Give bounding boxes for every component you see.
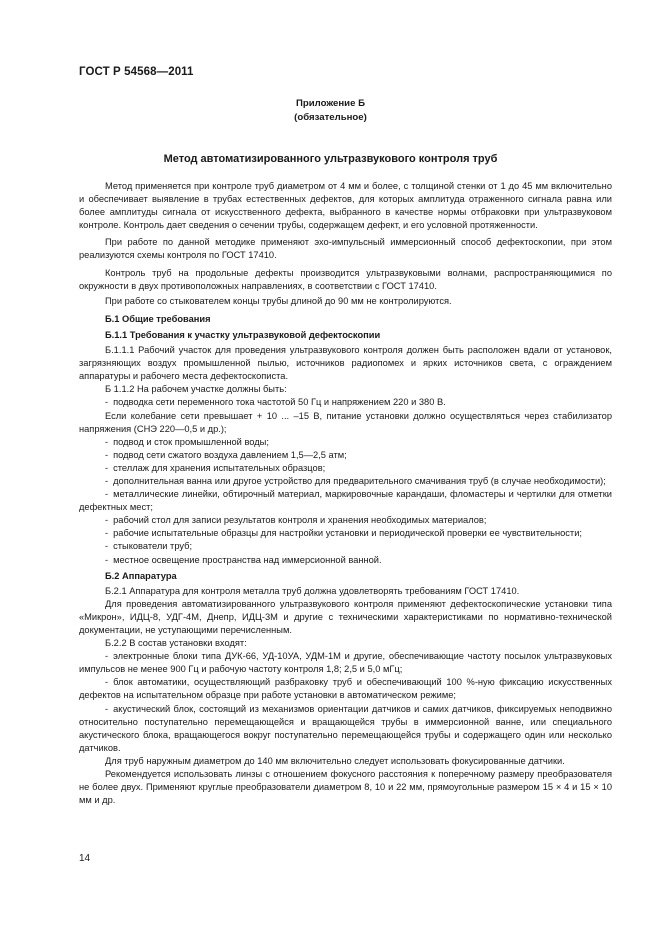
page-number: 14 xyxy=(79,853,91,864)
list-item-text: акустический блок, состоящий из механизмов ориентации датчиков и самих датчиков, фиксируемых неподвижно относительно поступательно перемещающейся и вращающейся трубы в иммерсионной ванне, или специального акустического блока, вращающегося вокруг поступательно перемещающейся трубы и содержащего один или несколько датчиков. xyxy=(79,703,612,753)
list-marker: - xyxy=(105,489,109,500)
list-marker: - xyxy=(105,397,109,408)
appendix-title: Приложение Б xyxy=(296,98,365,109)
section-heading-b1: Б.1 Общие требования xyxy=(105,313,211,324)
paragraph: При работе по данной методике применяют эхо-импульсный иммерсионный способ дефектоскопии, при этом реализуются схемы контроля по ГОСТ 17410. xyxy=(79,237,612,261)
list-marker: - xyxy=(105,677,109,688)
list-item xyxy=(79,514,612,527)
list-marker: - xyxy=(105,436,109,447)
list-item xyxy=(79,462,612,475)
paragraph: Если колебание сети превышает + 10 ... –15 В, питание установки должно осуществляться через стабилизатор напряжения (СНЭ 220—0,5 и др.); xyxy=(79,410,612,434)
list-item-text: подвод и сток промышленной воды; xyxy=(113,436,269,447)
document-title: Метод автоматизированного ультразвукового контроля труб xyxy=(163,153,498,165)
list-equipment xyxy=(79,650,612,755)
list-item xyxy=(79,475,612,488)
paragraph: Для проведения автоматизированного ультразвукового контроля применяют дефектоскопические установки типа «Микрон», ИДЦ-8, УДГ-4М, Днепр, ИДЦ-3М и другие с техническими характеристиками по нормативно-технической документации, не уступающими перечисленным. xyxy=(79,598,612,635)
list-requirements-1a xyxy=(79,396,612,409)
list-item xyxy=(79,554,612,567)
list-marker: - xyxy=(105,651,109,662)
appendix-status: (обязательное) xyxy=(294,112,367,123)
paragraph: Б.2.1 Аппаратура для контроля металла труб должна удовлетворять требованиям ГОСТ 17410. xyxy=(105,585,520,596)
list-item xyxy=(79,488,612,514)
list-item xyxy=(79,540,612,553)
list-marker: - xyxy=(105,475,109,486)
list-item-text: рабочие испытательные образцы для настройки установки и периодической проверки ее чувствительности; xyxy=(113,528,582,539)
paragraph: Б.1.1.1 Рабочий участок для проведения ультразвукового контроля должен быть расположен вдали от установок, загрязняющих воздух промышленной пылью, источников радиопомех и ярких источников света, с ограждением аппаратуры и рабочего места дефектоскописта. xyxy=(79,345,612,382)
list-item-text: дополнительная ванна или другое устройство для предварительного смачивания труб (в случае необходимости); xyxy=(113,475,606,486)
paragraph: Б.2.2 В состав установки входят: xyxy=(105,638,247,649)
list-marker: - xyxy=(105,541,109,552)
list-item-text: местное освещение пространства над иммерсионной ванной. xyxy=(113,554,382,565)
list-item-text: подвод сети сжатого воздуха давлением 1,5—2,5 атм; xyxy=(113,449,347,460)
section-heading-b2: Б.2 Аппаратура xyxy=(105,570,177,581)
list-item xyxy=(79,449,612,462)
list-item xyxy=(79,527,612,540)
list-item-text: блок автоматики, осуществляющий разбраковку труб и обеспечивающий 100 %-ную фиксацию искусственных дефектов на испытательном образце при работе установки в автоматическом режиме; xyxy=(79,677,612,701)
standard-header: ГОСТ Р 54568—2011 xyxy=(79,66,194,78)
list-item xyxy=(79,436,612,449)
list-marker: - xyxy=(105,554,109,565)
document-body xyxy=(79,180,612,807)
paragraph: При работе со стыкователем концы трубы длиной до 90 мм не контролируются. xyxy=(105,295,452,306)
list-item xyxy=(79,650,612,676)
list-item xyxy=(79,396,612,409)
list-marker: - xyxy=(105,462,109,473)
list-item-text: стыкователи труб; xyxy=(113,541,193,552)
list-marker: - xyxy=(105,703,109,714)
list-marker: - xyxy=(105,528,109,539)
paragraph: Рекомендуется использовать линзы с отношением фокусного расстояния к поперечному размеру преобразователя не более двух. Применяют круглые преобразователи диаметром 8, 10 и 22 мм, прямоугольные размером 15 × 4 и 15 × 10 мм и др. xyxy=(79,769,612,806)
list-item-text: электронные блоки типа ДУК-66, УД-10УА, УДМ-1М и другие, обеспечивающие частоту посылок ультразвуковых импульсов не менее 900 Гц и рабочую частоту контроля 1,8; 2,5 и 5,0 мГц; xyxy=(79,651,612,675)
list-marker: - xyxy=(105,449,109,460)
list-requirements-1b xyxy=(79,436,612,567)
paragraph: Для труб наружным диаметром до 140 мм включительно следует использовать фокусированные датчики. xyxy=(105,755,565,766)
list-marker: - xyxy=(105,515,109,526)
list-item-text: стеллаж для хранения испытательных образцов; xyxy=(113,462,326,473)
section-heading-b1-1: Б.1.1 Требования к участку ультразвуковой дефектоскопии xyxy=(105,329,381,340)
list-item xyxy=(79,703,612,755)
paragraph: Метод применяется при контроле труб диаметром от 4 мм и более, с толщиной стенки от 1 до 45 мм включительно и обеспечивает выявление в трубах естественных дефектов, для которых амплитуда отраженного сигнала равна или более амплитуды сигнала от искусственного дефекта, выбранного в качестве нормы отбраковки при ультразвуковом контроле. Контроль дает сведения о сечении трубы, содержащем дефект, и его условной протяженности. xyxy=(79,181,612,231)
paragraph: Б 1.1.2 На рабочем участке должны быть: xyxy=(105,384,287,395)
list-item xyxy=(79,676,612,702)
list-item-text: подводка сети переменного тока частотой 50 Гц и напряжением 220 и 380 В. xyxy=(113,397,446,408)
list-item-text: металлические линейки, обтирочный материал, маркировочные карандаши, фломастеры и чертилки для отметки дефектных мест; xyxy=(79,489,612,513)
list-item-text: рабочий стол для записи результатов контроля и хранения необходимых материалов; xyxy=(113,515,487,526)
paragraph: Контроль труб на продольные дефекты производится ультразвуковыми волнами, распространяющимися по окружности в двух противоположных направлениях, в соответствии с ГОСТ 17410. xyxy=(79,267,612,291)
